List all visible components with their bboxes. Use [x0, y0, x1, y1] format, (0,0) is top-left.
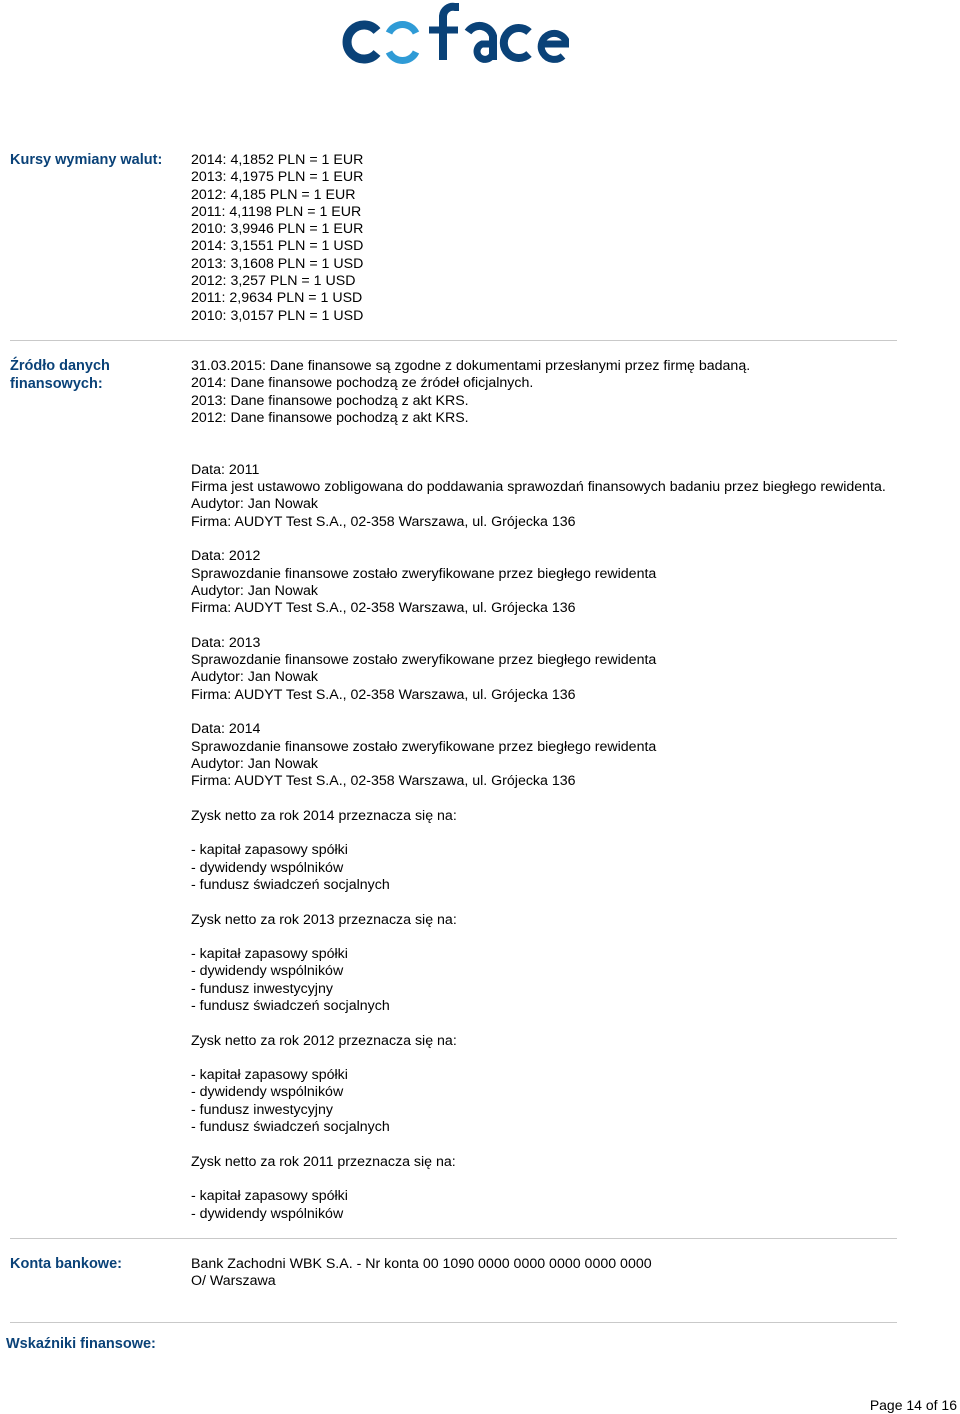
exchange-rate-line: 2012: 3,257 PLN = 1 USD: [191, 273, 356, 290]
sources-block: [191, 358, 931, 1223]
audit-date: Data: 2013: [191, 634, 261, 651]
profit-allocation: [191, 912, 931, 1016]
exchange-rate-line: 2013: 3,1608 PLN = 1 USD: [191, 255, 364, 272]
profit-item: - fundusz świadczeń socjalnych: [191, 1119, 390, 1136]
source-line: 2014: Dane finansowe pochodzą ze źródeł oficjalnych.: [191, 375, 534, 392]
exchange-rate-line: 2011: 4,1198 PLN = 1 EUR: [191, 203, 362, 220]
profit-item: - fundusz świadczeń socjalnych: [191, 876, 390, 893]
sources-label: Źródło danych finansowych:: [10, 358, 110, 392]
audit-firm: Firma: AUDYT Test S.A., 02-358 Warszawa, ul. Grójecka 136: [191, 773, 576, 790]
profit-item: - kapitał zapasowy spółki: [191, 1188, 348, 1205]
exchange-rate-line: 2014: 3,1551 PLN = 1 USD: [191, 238, 364, 255]
audit-auditor: Audytor: Jan Nowak: [191, 669, 318, 686]
exchange-rate-line: 2012: 4,185 PLN = 1 EUR: [191, 186, 356, 203]
profit-allocation: [191, 1033, 931, 1137]
audit-auditor: Audytor: Jan Nowak: [191, 755, 318, 772]
profit-item: - dywidendy wspólników: [191, 859, 344, 876]
audit-entry: [191, 462, 931, 531]
audit-firm: Firma: AUDYT Test S.A., 02-358 Warszawa, ul. Grójecka 136: [191, 513, 576, 530]
source-line: 31.03.2015: Dane finansowe są zgodne z dokumentami przesłanymi przez firmę badaną.: [191, 358, 751, 374]
profit-item: - fundusz inwestycyjny: [191, 1101, 333, 1118]
audit-firm: Firma: AUDYT Test S.A., 02-358 Warszawa, ul. Grójecka 136: [191, 600, 576, 617]
profit-allocation: [191, 1154, 931, 1223]
exchange-rate-line: 2014: 4,1852 PLN = 1 EUR: [191, 152, 364, 168]
bank-accounts-block: [191, 1256, 931, 1291]
exchange-rate-line: 2013: 4,1975 PLN = 1 EUR: [191, 169, 364, 186]
exchange-rate-line: 2011: 2,9634 PLN = 1 USD: [191, 290, 363, 307]
page-number: Page 14 of 16: [869, 1397, 957, 1413]
exchange-rates-label: Kursy wymiany walut:: [10, 152, 163, 168]
profit-item: - dywidendy wspólników: [191, 1084, 344, 1101]
section-divider: [10, 340, 897, 341]
audit-text: Firma jest ustawowo zobligowana do poddawania sprawozdań finansowych badaniu przez biegłego rewidenta.: [191, 479, 886, 496]
financial-indicators-label: Wskaźniki finansowe:: [6, 1336, 156, 1352]
audit-date: Data: 2014: [191, 721, 261, 738]
profit-item: - fundusz inwestycyjny: [191, 980, 333, 997]
audit-entry: [191, 721, 931, 790]
audit-text: Sprawozdanie finansowe zostało zweryfikowane przez biegłego rewidenta: [191, 652, 657, 669]
profit-item: - kapitał zapasowy spółki: [191, 842, 348, 859]
audit-firm: Firma: AUDYT Test S.A., 02-358 Warszawa, ul. Grójecka 136: [191, 686, 576, 703]
profit-title: Zysk netto za rok 2013 przeznacza się na:: [191, 911, 457, 928]
profit-title: Zysk netto za rok 2012 przeznacza się na:: [191, 1032, 457, 1049]
bank-accounts-label: Konta bankowe:: [10, 1256, 122, 1272]
audit-date: Data: 2011: [191, 461, 260, 478]
coface-logo: [337, 2, 569, 64]
audit-text: Sprawozdanie finansowe zostało zweryfikowane przez biegłego rewidenta: [191, 565, 657, 582]
section-divider: [10, 1322, 897, 1323]
exchange-rate-line: 2010: 3,9946 PLN = 1 EUR: [191, 221, 364, 238]
profit-item: - kapitał zapasowy spółki: [191, 1067, 348, 1084]
audit-text: Sprawozdanie finansowe zostało zweryfikowane przez biegłego rewidenta: [191, 738, 657, 755]
profit-item: - kapitał zapasowy spółki: [191, 946, 348, 963]
profit-allocation: [191, 808, 931, 894]
audit-auditor: Audytor: Jan Nowak: [191, 496, 318, 513]
audit-entry: [191, 635, 931, 704]
section-divider: [10, 1238, 897, 1239]
audit-date: Data: 2012: [191, 548, 261, 565]
audit-entry: [191, 548, 931, 617]
profit-item: - fundusz świadczeń socjalnych: [191, 997, 390, 1014]
profit-title: Zysk netto za rok 2011 przeznacza się na:: [191, 1153, 456, 1170]
bank-account-line: O/ Warszawa: [191, 1273, 276, 1290]
exchange-rates-list: [191, 152, 931, 325]
bank-account-line: Bank Zachodni WBK S.A. - Nr konta 00 1090 0000 0000 0000 0000 0000: [191, 1256, 652, 1272]
audit-auditor: Audytor: Jan Nowak: [191, 582, 318, 599]
source-line: 2012: Dane finansowe pochodzą z akt KRS.: [191, 409, 469, 426]
profit-title: Zysk netto za rok 2014 przeznacza się na:: [191, 807, 457, 824]
profit-item: - dywidendy wspólników: [191, 963, 344, 980]
exchange-rate-line: 2010: 3,0157 PLN = 1 USD: [191, 307, 364, 324]
profit-item: - dywidendy wspólników: [191, 1205, 344, 1222]
source-line: 2013: Dane finansowe pochodzą z akt KRS.: [191, 392, 469, 409]
